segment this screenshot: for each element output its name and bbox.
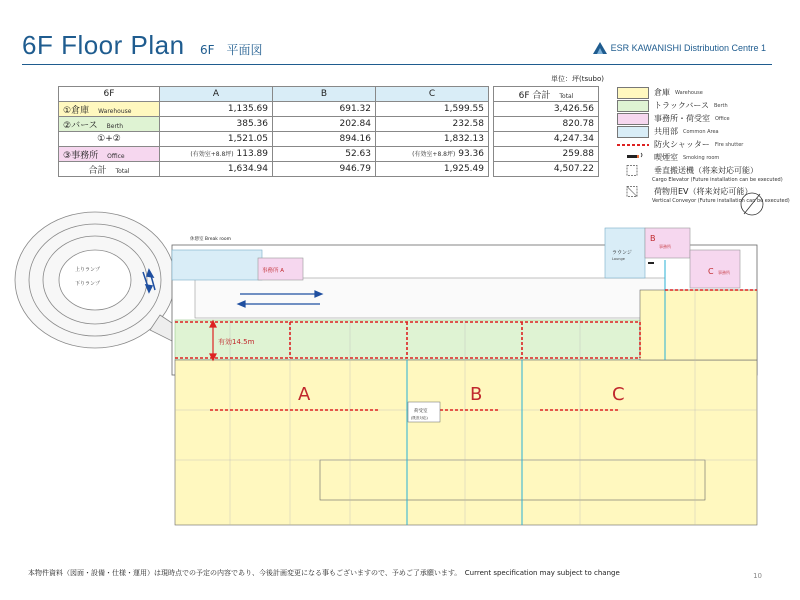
legend-item-shutter [617, 138, 790, 151]
cell-b: 894.16 [273, 132, 376, 147]
legend-item-smoking [617, 151, 790, 164]
corridor [195, 278, 665, 318]
swatch-berth [617, 100, 649, 112]
cell-a: 1,521.05 [160, 132, 273, 147]
warehouse-area-upper [640, 290, 757, 360]
smoking-room-icon [617, 152, 649, 163]
cell-note: (有効室+8.8坪) [190, 151, 234, 158]
zone-b-label: B [470, 384, 483, 405]
clearance-label: 有効14.5m [218, 338, 255, 346]
ramp-down-label: 下りランプ [75, 281, 101, 287]
area-table [58, 86, 599, 177]
cell-value: 93.36 [458, 149, 484, 159]
legend-label: 荷物用EV（将来対応可能） [654, 187, 753, 196]
floor-plan [0, 190, 800, 560]
row-label-jp: 合計 [88, 165, 107, 176]
legend-label-en: Warehouse [675, 89, 703, 96]
swatch-office [617, 113, 649, 125]
legend-label: トラックバース [654, 101, 709, 110]
table-row [59, 102, 599, 117]
row-label [59, 102, 160, 117]
office-b-sub: 事務所 [659, 244, 671, 249]
lounge-label-en: Lounge [612, 257, 625, 261]
swatch-common [617, 126, 649, 138]
brand-name: ESR KAWANISHI Distribution Centre 1 [610, 43, 766, 53]
table-row [59, 132, 599, 147]
ramp [15, 212, 190, 350]
legend-item-cargo-elevator [617, 164, 790, 177]
cell-a: 385.36 [160, 117, 273, 132]
row-label-jp: ②バース [63, 120, 98, 131]
cell-b: 202.84 [273, 117, 376, 132]
cell-b: 691.32 [273, 102, 376, 117]
cell-total: 820.78 [494, 117, 599, 132]
fire-shutter-icon [617, 140, 649, 150]
cell-value: 113.89 [236, 149, 268, 159]
lounge-label: ラウンジ [612, 250, 632, 256]
header-cell: C [376, 87, 489, 102]
row-label-jp: ①倉庫 [63, 105, 90, 116]
legend-sub: Vertical Conveyor (Future installation can be executed) [652, 198, 790, 204]
header-cell: A [160, 87, 273, 102]
receiving-sub: (既設対応) [411, 416, 428, 420]
break-room [172, 250, 262, 280]
office-a-label: 事務所 A [262, 268, 285, 274]
total-label-jp: 6F 合計 [518, 90, 551, 101]
cell-c: 1,599.55 [376, 102, 489, 117]
legend-label: 事務所・荷受室 [654, 114, 710, 123]
table-header-row [59, 87, 599, 102]
legend [617, 86, 790, 206]
receiving-label: 荷受室 [414, 409, 428, 414]
legend-label-en: Berth [713, 102, 728, 109]
row-label-en: Warehouse [98, 107, 132, 115]
cell-c: 1,832.13 [376, 132, 489, 147]
legend-label-en: Office [715, 115, 730, 122]
legend-label-en: Common Area [683, 128, 719, 135]
cargo-elevator-icon [617, 165, 649, 176]
legend-label: 倉庫 [654, 88, 670, 97]
office-c-label: C [708, 267, 714, 276]
page-number: 10 [753, 572, 762, 580]
cell-b: 52.63 [273, 147, 376, 162]
legend-label: 防火シャッター [654, 140, 710, 149]
zone-a-label: A [298, 384, 311, 405]
row-label-en: Office [107, 152, 125, 160]
legend-item-warehouse [617, 86, 790, 99]
header-cell: B [273, 87, 376, 102]
cell-a: 1,634.94 [160, 162, 273, 177]
ramp-up-label: 上りランプ [75, 267, 101, 273]
row-label [59, 117, 160, 132]
office-b-room [645, 228, 690, 258]
zone-c-label: C [612, 384, 625, 405]
row-label-en: Berth [106, 122, 124, 130]
legend-label: 垂直搬送機（将来対応可能） [654, 166, 758, 175]
footer-note: 本物件資料（図面・設備・仕様・運用）は現時点での予定の内容であり、今後計画変更になる事もございますので、予めご了承願います。 Current specification may subject to change [28, 569, 620, 577]
office-c-sub: 事務所 [718, 270, 730, 275]
cell-total: 259.88 [494, 147, 599, 162]
header-cell: 6F [59, 87, 160, 102]
row-label [59, 162, 160, 177]
break-room-label: 休憩室 Break room [190, 237, 231, 242]
smoking-room-icon [648, 262, 654, 264]
brand-header [593, 42, 766, 54]
cell-c: 1,925.49 [376, 162, 489, 177]
esr-logo-icon [593, 42, 607, 54]
legend-label-en: Fire shutter [714, 141, 744, 148]
legend-label: 喫煙室 [654, 153, 678, 162]
warehouse-lower [320, 460, 705, 500]
header-divider [22, 64, 772, 65]
cell-total: 4,507.22 [494, 162, 599, 177]
north-arrow-icon [741, 193, 763, 215]
row-label [59, 147, 160, 162]
total-label-en: Total [559, 92, 574, 100]
legend-item-common [617, 125, 790, 138]
cell-b: 946.79 [273, 162, 376, 177]
legend-sub: Cargo Elevator (Future installation can be executed) [652, 177, 783, 183]
cell-c: 232.58 [376, 117, 489, 132]
page-subtitle: 6F 平面図 [200, 43, 263, 57]
cell-total: 3,426.56 [494, 102, 599, 117]
page-title: 6F Floor Plan [22, 30, 185, 60]
cell-note: (有効室+8.8坪) [412, 151, 456, 158]
cell-c [376, 147, 489, 162]
legend-item-berth [617, 99, 790, 112]
swatch-warehouse [617, 87, 649, 99]
legend-label-en: Smoking room [683, 154, 720, 161]
table-row [59, 147, 599, 162]
cell-total: 4,247.34 [494, 132, 599, 147]
row-label-jp: ③事務所 [63, 150, 99, 161]
unit-note: 単位：坪(tsubo) [551, 75, 605, 83]
table-row-total [59, 162, 599, 177]
row-label-en: Total [115, 167, 130, 175]
office-c-room [690, 250, 740, 288]
cell-a: 1,135.69 [160, 102, 273, 117]
legend-item-office [617, 112, 790, 125]
header-cell-total [494, 87, 599, 102]
office-b-label: B [650, 234, 656, 243]
table-row [59, 117, 599, 132]
legend-label: 共用部 [654, 127, 678, 136]
row-label: ①+② [59, 132, 160, 147]
cell-a [160, 147, 273, 162]
